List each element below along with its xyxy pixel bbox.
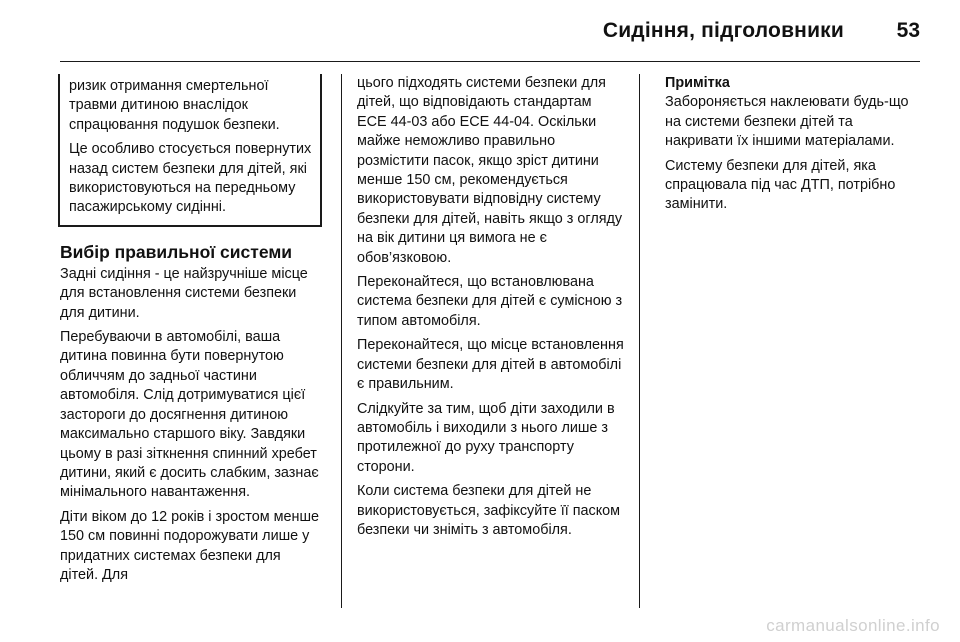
text-column-right: [665, 74, 923, 220]
body-paragraph: Перебуваючи в автомобілі, ваша дитина повинна бути повернутою обличчям до задньої частини автомобіля. Слід дотримуватися цієї застороги до досягнення дитиною максимально старшого віку. Завдяки цьому в разі зіткнення спинний хребет дитини, який є досить слабким, зазнає мінімального навантаження.: [60, 329, 319, 501]
body-paragraph: цього підходять системи безпеки для дітей, що відповідають стандартам ECE 44-03 або ECE 44-04. Оскільки майже неможливо правильно розмістити пасок, якщо зріст дитини менше 150 см, рекомендується використовувати відповідну систему безпеки для дітей, навіть якщо з огляду на вік дитини ця вимога не є обов’язковою.: [357, 75, 623, 266]
body-paragraph: Слідкуйте за тим, щоб діти заходили в автомобіль і виходили з нього лише з протилежної до руху транспорту сторони.: [357, 400, 615, 475]
note-paragraph: Забороняється наклеювати будь-що на системи безпеки дітей та накривати їх іншими матеріалами.: [665, 94, 909, 150]
text-column-left: [60, 74, 322, 590]
section-heading: Вибір правильної системи: [60, 241, 293, 262]
warning-paragraph: Це особливо стосується повернутих назад систем безпеки для дітей, які використовуються на передньому пасажирському сидінні.: [69, 141, 312, 216]
column-divider-left: [341, 74, 342, 608]
warning-paragraph: ризик отримання смертельної травми дитиною внаслідок спрацювання подушок безпеки.: [69, 78, 280, 133]
body-paragraph: Коли система безпеки для дітей не використовується, зафіксуйте її паском безпеки чи зніміть з автомобіля.: [357, 483, 621, 538]
body-paragraph: Діти віком до 12 років і зростом менше 150 см повинні подорожувати лише у придатних системах безпеки для дітей. Для: [60, 508, 320, 583]
page-header: [0, 0, 960, 62]
text-column-middle: [357, 74, 625, 545]
header-divider: [60, 61, 920, 62]
body-paragraph: Переконайтеся, що встановлювана система безпеки для дітей є сумісною з типом автомобіля.: [357, 274, 623, 329]
body-paragraph: Переконайтеся, що місце встановлення системи безпеки для дітей в автомобілі є правильним.: [357, 337, 624, 393]
body-paragraph: Задні сидіння - це найзручніше місце для встановлення системи безпеки для дитини.: [60, 265, 308, 321]
warning-box: [58, 74, 322, 227]
watermark: carmanualsonline.info: [766, 616, 940, 635]
page-title: Сидіння, підголовники: [602, 19, 844, 42]
column-divider-right: [639, 74, 640, 608]
note-heading: Примітка: [665, 75, 730, 91]
page-number: 53: [896, 19, 920, 42]
note-paragraph: Систему безпеки для дітей, яка спрацювала під час ДТП, потрібно замінити.: [665, 157, 896, 213]
